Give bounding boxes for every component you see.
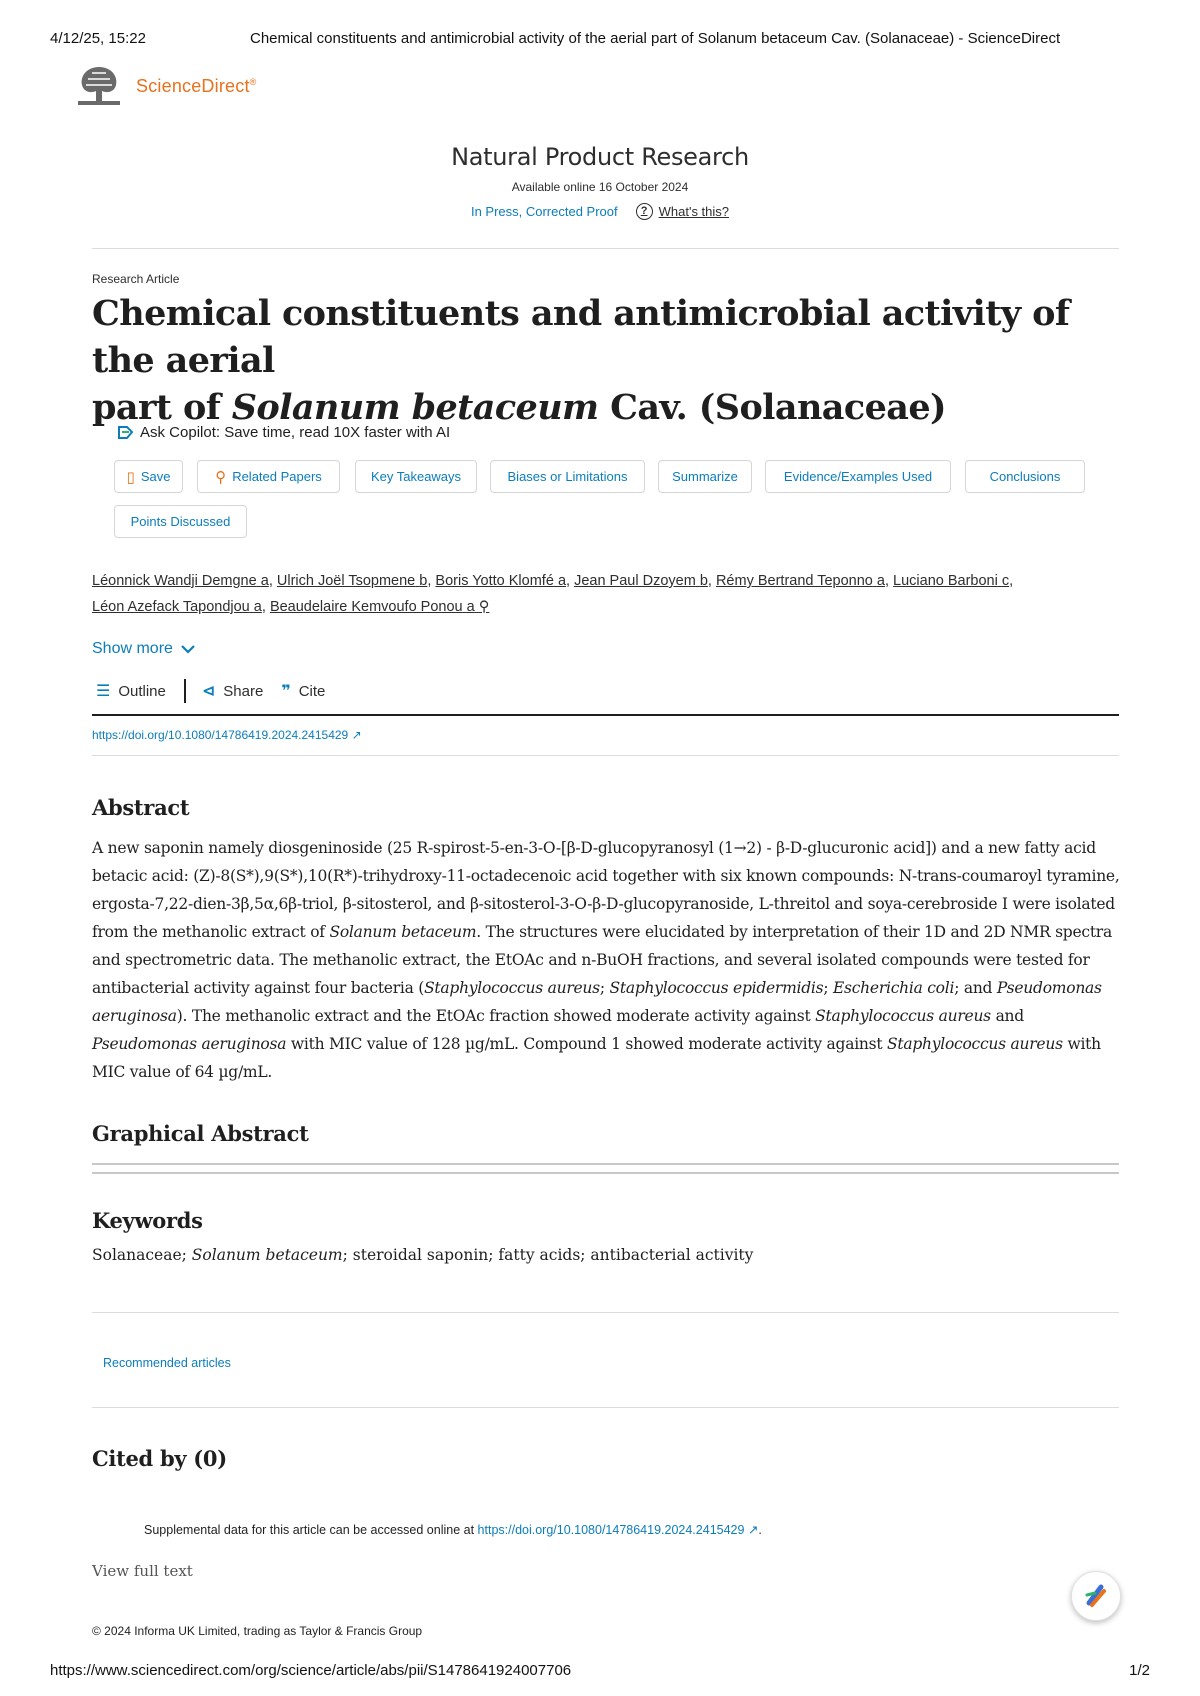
copilot-icon (117, 424, 134, 441)
bookmark-icon: ▯ (126, 468, 135, 486)
divider (92, 1163, 1119, 1165)
chip-label: Related Papers (232, 469, 322, 484)
copilot-label: Ask Copilot: Save time, read 10X faster with AI (140, 424, 451, 441)
search-icon: ⚲ (215, 468, 227, 486)
available-online: Available online 16 October 2024 (511, 180, 689, 194)
divider (92, 1312, 1119, 1313)
cited-by-heading: Cited by (0) (92, 1446, 227, 1471)
sciencedirect-logo[interactable] (74, 63, 257, 109)
author-link[interactable]: Rémy Bertrand Teponno a (715, 573, 885, 589)
keywords-heading: Keywords (92, 1208, 203, 1233)
chip-label: Summarize (672, 469, 738, 484)
divider (92, 1407, 1119, 1408)
elsevier-tree-icon (74, 63, 124, 109)
copilot-prompt[interactable] (117, 424, 450, 441)
show-more-label: Show more (92, 640, 173, 657)
share-icon: ⊲ (201, 683, 216, 700)
brand-name: ScienceDirect® (136, 75, 257, 96)
cite-button[interactable] (281, 681, 325, 701)
print-date: 4/12/25, 15:22 (50, 30, 146, 47)
copilot-fab-button[interactable] (1071, 1571, 1121, 1621)
print-header (50, 30, 1150, 50)
print-url: https://www.sciencedirect.com/org/science/article/abs/pii/S1478641924007706 (50, 1662, 572, 1679)
divider (92, 755, 1119, 756)
chip-label: Evidence/Examples Used (783, 469, 933, 484)
whats-this-link[interactable] (636, 203, 729, 220)
in-press-status[interactable]: In Press, Corrected Proof (470, 204, 618, 219)
article-title: Chemical constituents and antimicrobial activity of the aerial part of Solanum betaceum Cav. (Solanaceae) (92, 293, 1070, 428)
chip-label: Points Discussed (130, 514, 231, 529)
chip-label: Save (140, 469, 171, 484)
chip-label: Biases or Limitations (507, 469, 628, 484)
author-list: Léonnick Wandji Demgne a, Ulrich Joël Tsopmene b, Boris Yotto Klomfé a, Jean Paul Dzoyem b, Rémy Bertrand Teponno a, Luciano Barboni c, Léon Azefack Tapondjou a, Beaudelaire Kemvoufo Ponou a ⚲ (92, 573, 1014, 615)
share-label: Share (223, 682, 264, 700)
page-number: 1/2 (1129, 1662, 1150, 1679)
print-title: Chemical constituents and antimicrobial activity of the aerial part of Solanum betaceum Cav. (Solanaceae) - ScienceDirect (250, 30, 1061, 47)
info-icon: ? (636, 203, 653, 220)
whats-this-label: What's this? (658, 204, 730, 219)
toolbar-separator (184, 679, 186, 703)
supplemental-link[interactable]: https://doi.org/10.1080/14786419.2024.2415429 ↗ (477, 1523, 759, 1537)
abstract-heading: Abstract (92, 795, 190, 820)
quote-icon: ❞ (281, 683, 291, 700)
journal-title[interactable]: Natural Product Research (451, 143, 749, 171)
outline-button[interactable] (96, 681, 166, 701)
copyright: © 2024 Informa UK Limited, trading as Taylor & Francis Group (92, 1624, 423, 1638)
status-line (0, 203, 1200, 220)
divider (92, 248, 1119, 249)
chevron-down-icon (181, 644, 195, 654)
author-link[interactable]: Léon Azefack Tapondjou a (92, 599, 262, 615)
cite-label: Cite (298, 682, 326, 700)
chip-label: Conclusions (989, 469, 1061, 484)
supplemental-note: Supplemental data for this article can be accessed online at https://doi.org/10.1080/14786419.2024.2415429 ↗. (144, 1523, 762, 1537)
copilot-fab-icon (1081, 1581, 1111, 1611)
recommended-articles-link[interactable]: Recommended articles (103, 1356, 231, 1370)
keyword-list: Solanaceae; Solanum betaceum; steroidal saponin; fatty acids; antibacterial activity (92, 1246, 754, 1264)
share-button[interactable] (202, 681, 263, 701)
evidence-button[interactable] (765, 460, 951, 493)
biases-button[interactable] (490, 460, 645, 493)
author-link[interactable]: Boris Yotto Klomfé a (435, 573, 567, 589)
external-link-icon: ↗ (351, 728, 362, 742)
key-takeaways-button[interactable] (355, 460, 477, 493)
view-full-text-link[interactable]: View full text (92, 1562, 193, 1580)
author-link[interactable]: Léonnick Wandji Demgne a (92, 573, 269, 589)
divider (92, 1172, 1119, 1174)
chip-label: Key Takeaways (370, 469, 462, 484)
show-more-button[interactable] (92, 640, 195, 658)
doi-link[interactable] (92, 728, 362, 742)
related-papers-button[interactable] (197, 460, 340, 493)
save-button[interactable] (114, 460, 183, 493)
journal-block (0, 143, 1200, 220)
author-link[interactable]: Luciano Barboni c (893, 573, 1010, 589)
outline-label: Outline (118, 682, 166, 700)
person-icon: ⚲ (478, 599, 490, 615)
summarize-button[interactable] (658, 460, 752, 493)
graphical-abstract-heading: Graphical Abstract (92, 1121, 309, 1146)
toolbar-underline (92, 714, 1119, 716)
author-link[interactable]: Beaudelaire Kemvoufo Ponou a ⚲ (269, 599, 490, 615)
abstract-text: A new saponin namely diosgeninoside (25 R-spirost-5-en-3-O-[β-D-glucopyranosyl (1→2) - β-D-glucuronic acid]) and a new fatty acid betacic acid: (Z)-8(S*),9(S*),10(R*)-trihydroxy-11-octadecenoic acid together with six known compounds: N-trans-coumaroyl tyramine, ergosta-7,22-dien-3β,5α,6β-triol, β-sitosterol, and β-sitosterol-3-O-β-D-glucopyranoside, L-threitol and soya-cerebroside I were isolated from the methanolic extract of Solanum betaceum. The structures were elucidated by interpretation of their 1D and 2D NMR spectra and spectrometric data. The methanolic extract, the EtOAc and n-BuOH fractions, and several isolated compounds were tested for antibacterial activity against four bacteria (Staphylococcus aureus; Staphylococcus epidermidis; Escherichia coli; and Pseudomonas aeruginosa). The methanolic extract and the EtOAc fraction showed moderate activity against Staphylococcus aureus and Pseudomonas aeruginosa with MIC value of 128 µg/mL. Compound 1 showed moderate activity against Staphylococcus aureus with MIC value of 64 µg/mL. (92, 839, 1120, 1081)
author-link[interactable]: Ulrich Joël Tsopmene b (276, 573, 428, 589)
points-discussed-button[interactable] (114, 505, 247, 538)
article-type: Research Article (92, 272, 180, 286)
author-link[interactable]: Jean Paul Dzoyem b (574, 573, 708, 589)
conclusions-button[interactable] (965, 460, 1085, 493)
article-toolbar (96, 679, 325, 703)
doi-text: https://doi.org/10.1080/14786419.2024.2415429 (92, 728, 349, 742)
list-icon: ☰ (96, 683, 111, 700)
